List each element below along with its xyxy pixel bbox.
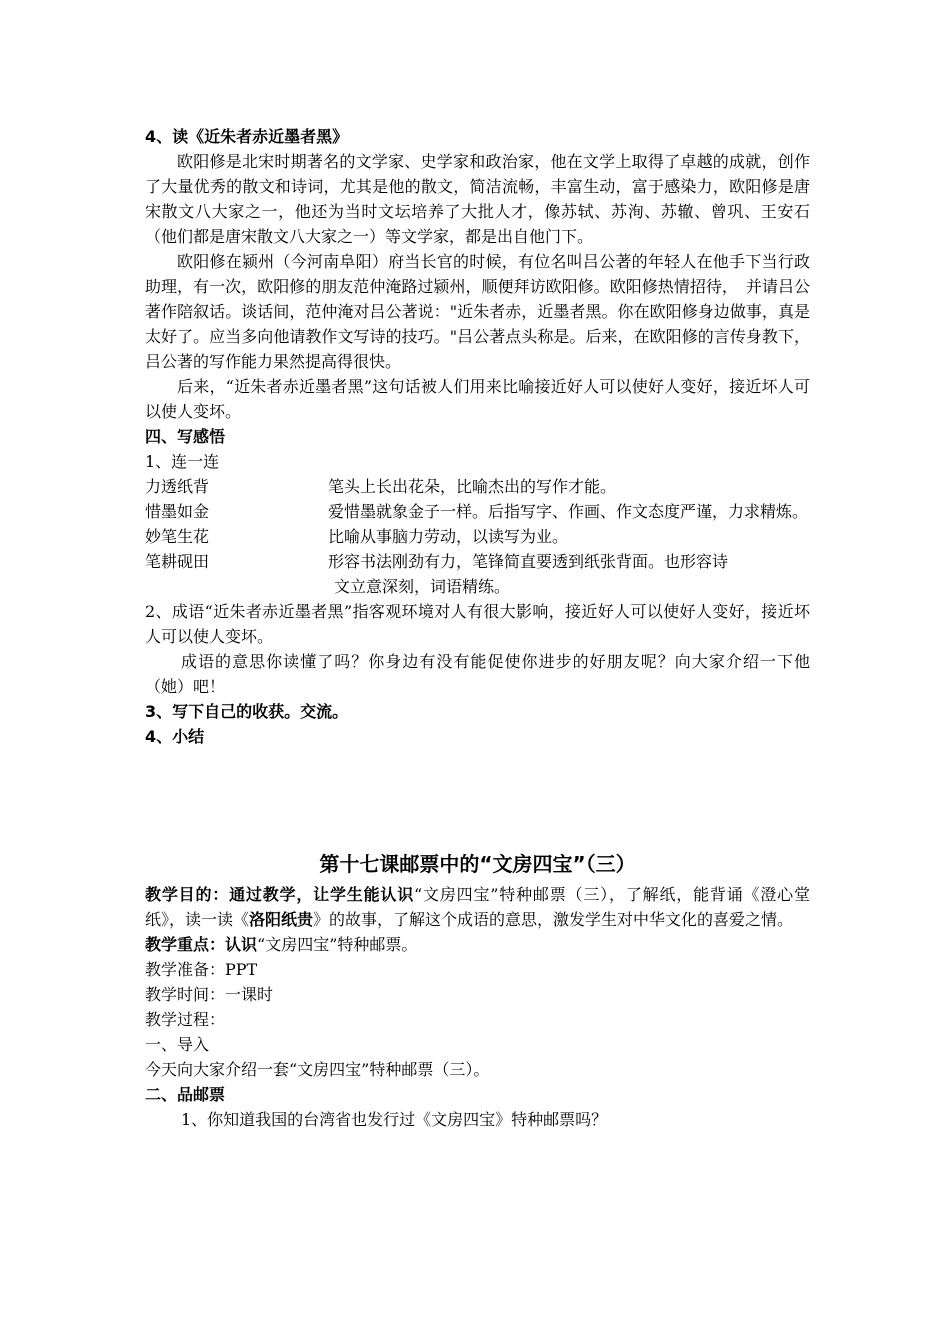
step-1-heading: 一、导入	[145, 1035, 210, 1054]
section-heading: 4、读《近朱者赤近墨者黑》	[145, 127, 349, 146]
document-page	[145, 124, 810, 1132]
idiom-term: 笔耕砚田	[145, 552, 210, 571]
teaching-focus	[145, 932, 810, 957]
idiom-definition	[328, 549, 810, 599]
story-paragraph: 欧阳修是北宋时期著名的文学家、史学家和政治家，他在文学上取得了卓越的成就，创作了大量优秀的散文和诗词，尤其是他的散文，简洁流畅，丰富生动，富于感染力，欧阳修是唐宋散文八大家之一，他还为当时文坛培养了大批人才，像苏轼、苏洵、苏辙、曾巩、王安石（他们都是唐宋散文八大家之一）等文学家，都是出自他门下。	[145, 152, 810, 246]
idiom-term: 惜墨如金	[145, 502, 210, 521]
item-3: 3、写下自己的收获。交流。	[145, 702, 349, 721]
story-paragraph: 后来，“近朱者赤近墨者黑”这句话被人们用来比喻接近好人可以使好人变好，接近坏人可以使人变坏。	[145, 377, 810, 421]
lesson-title: 第十七课邮票中的“文房四宝”（三）	[319, 852, 636, 876]
step-2-heading: 二、品邮票	[145, 1085, 226, 1104]
idiom-definition: 笔头上长出花朵，比喻杰出的写作才能。	[328, 477, 617, 496]
part-heading: 四、写感悟	[145, 427, 226, 446]
idiom-definition: 爱惜墨就象金子一样。后指写字、作画、作文态度严谨，力求精炼。	[328, 502, 809, 521]
idiom-term: 妙笔生花	[145, 527, 210, 546]
match-row	[145, 474, 810, 499]
teaching-goal	[145, 882, 810, 932]
item-2-text: 2、成语“近朱者赤近墨者黑”指客观环境对人有很大影响，接近好人可以使好人变好，接近坏人可以使人变坏。	[145, 602, 810, 646]
teaching-time: 教学时间：一课时	[145, 985, 274, 1004]
match-row	[145, 524, 810, 549]
match-row	[145, 499, 810, 524]
idiom-definition-line: 形容书法刚劲有力，笔锋简直要透到纸张背面。也形容诗	[328, 552, 729, 571]
page-gap	[145, 749, 810, 850]
focus-label: 教学重点：认识	[145, 935, 258, 954]
match-heading: 1、连一连	[145, 452, 220, 471]
goal-text: “文房四宝”特种邮票（三），了解纸，能背诵《澄心堂纸》，读一读《	[145, 885, 810, 929]
goal-book-title: 洛阳纸贵	[249, 910, 314, 929]
goal-label: 教学目的：	[145, 885, 230, 904]
idiom-definition-continued: 文立意深刻，词语精练。	[334, 577, 511, 596]
teaching-process: 教学过程：	[145, 1010, 226, 1029]
story-paragraph: 欧阳修在颍州（今河南阜阳）府当长官的时候，有位名叫吕公著的年轻人在他手下当行政助理，有一次，欧阳修的朋友范仲淹路过颍州，顺便拜访欧阳修。欧阳修热情招待， 并请吕公著作陪叙话。谈话间，范仲淹对吕公著说："近朱者赤，近墨者黑。你在欧阳修身边做事，真是太好了。应当多向他请教作文写诗的技巧。"吕公著点头称是。后来，在欧阳修的言传身教下，吕公著的写作能力果然提高得很快。	[145, 252, 810, 371]
teaching-prep: 教学准备：PPT	[145, 960, 258, 979]
step-2-question: 1、你知道我国的台湾省也发行过《文房四宝》特种邮票吗？	[181, 1110, 608, 1129]
match-row	[145, 549, 810, 599]
idiom-definition: 比喻从事脑力劳动，以读写为业。	[328, 527, 569, 546]
goal-text-end: 》的故事，了解这个成语的意思，激发学生对中华文化的喜爱之情。	[313, 910, 794, 929]
goal-text-bold: 通过教学，让学生能认识	[229, 885, 415, 904]
item-2-question: 成语的意思你读懂了吗？你身边有没有能促使你进步的好朋友呢？向大家介绍一下他（她）吧！	[145, 652, 810, 696]
step-1-text: 今天向大家介绍一套“文房四宝”特种邮票（三）。	[145, 1060, 490, 1079]
idiom-term: 力透纸背	[145, 477, 210, 496]
focus-text: “文房四宝”特种邮票。	[257, 935, 418, 954]
item-4: 4、小结	[145, 727, 205, 746]
